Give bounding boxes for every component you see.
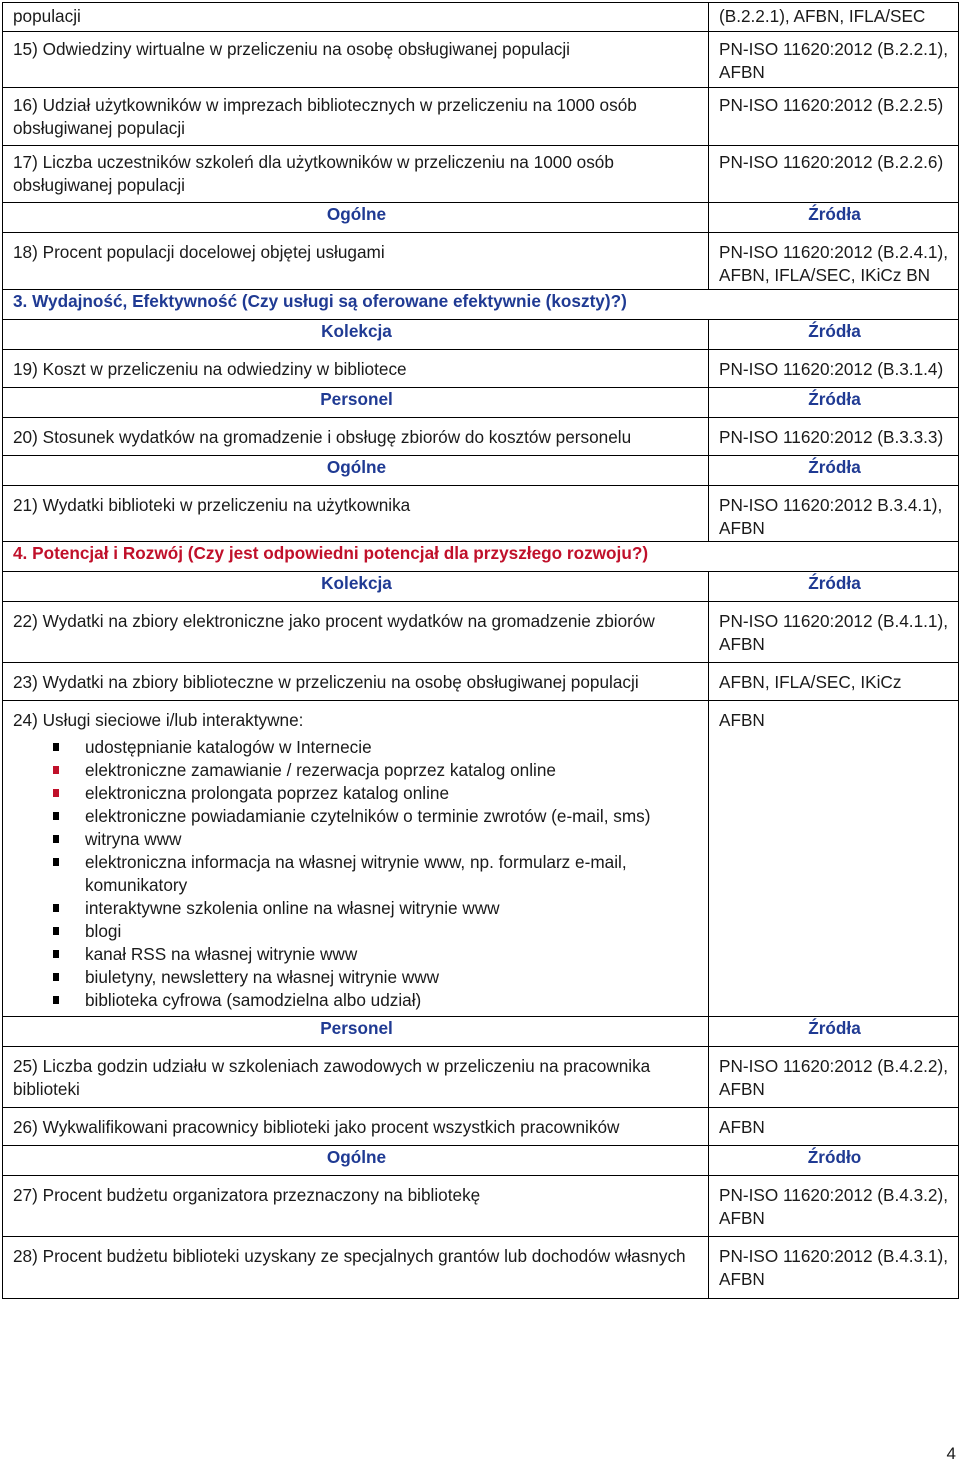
sources-header: Źródła <box>709 572 959 602</box>
table-row <box>3 1176 959 1237</box>
page-number: 4 <box>946 1444 956 1463</box>
source-text: PN-ISO 11620:2012 (B.2.2.5) <box>709 88 959 146</box>
list-item-text: biblioteka cyfrowa (samodzielna albo udział) <box>85 990 422 1010</box>
bullet-square-icon <box>53 950 59 958</box>
list-item <box>53 989 700 1012</box>
category-header: Personel <box>3 388 709 418</box>
list-item-text: blogi <box>85 921 122 941</box>
bullet-square-icon <box>53 766 59 774</box>
sources-header: Źródła <box>709 1017 959 1047</box>
sources-header: Źródła <box>709 456 959 486</box>
category-header-row <box>3 203 959 233</box>
section-row <box>3 542 959 572</box>
indicator-text: 27) Procent budżetu organizatora przeznaczony na bibliotekę <box>3 1176 709 1237</box>
category-header-row <box>3 572 959 602</box>
indicator-text: 21) Wydatki biblioteki w przeliczeniu na użytkownika <box>3 486 709 542</box>
category-header-row <box>3 388 959 418</box>
indicator-text: 16) Udział użytkowników w imprezach bibliotecznych w przeliczeniu na 1000 osób obsługiwanej populacji <box>3 88 709 146</box>
source-text: PN-ISO 11620:2012 (B.4.3.2), AFBN <box>709 1176 959 1237</box>
category-header-row <box>3 1017 959 1047</box>
table-row <box>3 418 959 456</box>
category-header: Kolekcja <box>3 320 709 350</box>
indicator-table <box>2 2 959 1299</box>
category-header: Kolekcja <box>3 572 709 602</box>
source-text: PN-ISO 11620:2012 (B.2.2.1), AFBN <box>709 32 959 88</box>
category-header-row <box>3 320 959 350</box>
source-text: AFBN <box>709 1108 959 1146</box>
category-header: Ogólne <box>3 1146 709 1176</box>
list-item <box>53 897 700 920</box>
list-item <box>53 966 700 989</box>
list-item-text: witryna www <box>85 829 182 849</box>
list-item-text: interaktywne szkolenia online na własnej witrynie www <box>85 898 500 918</box>
source-text: PN-ISO 11620:2012 (B.3.1.4) <box>709 350 959 388</box>
bullet-square-icon <box>53 996 59 1004</box>
source-text: PN-ISO 11620:2012 (B.2.2.6) <box>709 146 959 203</box>
table-row <box>3 602 959 663</box>
bullet-square-icon <box>53 927 59 935</box>
list-item-text: biuletyny, newslettery na własnej witrynie www <box>85 967 440 987</box>
table-row <box>3 32 959 88</box>
indicator-text: 15) Odwiedziny wirtualne w przeliczeniu na osobę obsługiwanej populacji <box>3 32 709 88</box>
category-header: Personel <box>3 1017 709 1047</box>
source-text: AFBN, IFLA/SEC, IKiCz <box>709 663 959 701</box>
source-text: PN-ISO 11620:2012 (B.3.3.3) <box>709 418 959 456</box>
section-heading: 3. Wydajność, Efektywność (Czy usługi są oferowane efektywnie (koszty)?) <box>3 290 959 320</box>
source-text: (B.2.2.1), AFBN, IFLA/SEC <box>709 3 959 32</box>
section-row <box>3 290 959 320</box>
indicator-text: populacji <box>3 3 709 32</box>
source-text: PN-ISO 11620:2012 (B.4.1.1), AFBN <box>709 602 959 663</box>
list-item <box>53 920 700 943</box>
list-item-text: elektroniczna prolongata poprzez katalog online <box>85 783 450 803</box>
service-list <box>13 736 700 1012</box>
sources-header: Źródła <box>709 388 959 418</box>
source-text: PN-ISO 11620:2012 B.3.4.1), AFBN <box>709 486 959 542</box>
list-item <box>53 805 700 828</box>
list-item-text: elektroniczne zamawianie / rezerwacja poprzez katalog online <box>85 760 556 780</box>
bullet-square-icon <box>53 973 59 981</box>
list-item <box>53 828 700 851</box>
indicator-text: 19) Koszt w przeliczeniu na odwiedziny w bibliotece <box>3 350 709 388</box>
table-row <box>3 146 959 203</box>
table-row <box>3 1108 959 1146</box>
table-row <box>3 663 959 701</box>
indicator-text: 28) Procent budżetu biblioteki uzyskany ze specjalnych grantów lub dochodów własnych <box>3 1237 709 1299</box>
table-row <box>3 88 959 146</box>
source-text: PN-ISO 11620:2012 (B.4.3.1), AFBN <box>709 1237 959 1299</box>
list-item-text: elektroniczna informacja na własnej witrynie www, np. formularz e-mail, komunikatory <box>85 852 627 895</box>
list-item <box>53 851 700 897</box>
list-item <box>53 782 700 805</box>
table-row <box>3 1237 959 1299</box>
category-header-row <box>3 1146 959 1176</box>
table-row <box>3 701 959 1017</box>
sources-header: Źródło <box>709 1146 959 1176</box>
category-header: Ogólne <box>3 456 709 486</box>
table-row <box>3 233 959 290</box>
indicator-text: 24) Usługi sieciowe i/lub interaktywne: <box>13 710 304 730</box>
list-item <box>53 759 700 782</box>
source-text: PN-ISO 11620:2012 (B.4.2.2), AFBN <box>709 1047 959 1108</box>
section-heading: 4. Potencjał i Rozwój (Czy jest odpowiedni potencjał dla przyszłego rozwoju?) <box>3 542 959 572</box>
sources-header: Źródła <box>709 203 959 233</box>
list-item-text: kanał RSS na własnej witrynie www <box>85 944 358 964</box>
bullet-square-icon <box>53 743 59 751</box>
category-header-row <box>3 456 959 486</box>
list-item-text: udostępnianie katalogów w Internecie <box>85 737 372 757</box>
bullet-square-icon <box>53 858 59 866</box>
bullet-square-icon <box>53 904 59 912</box>
indicator-text: 17) Liczba uczestników szkoleń dla użytkowników w przeliczeniu na 1000 osób obsługiwanej populacji <box>3 146 709 203</box>
source-text: PN-ISO 11620:2012 (B.2.4.1), AFBN, IFLA/SEC, IKiCz BN <box>709 233 959 290</box>
indicator-text: 22) Wydatki na zbiory elektroniczne jako procent wydatków na gromadzenie zbiorów <box>3 602 709 663</box>
table-row <box>3 3 959 32</box>
indicator-text: 18) Procent populacji docelowej objętej usługami <box>3 233 709 290</box>
table-row <box>3 486 959 542</box>
list-item <box>53 943 700 966</box>
indicator-cell <box>3 701 709 1017</box>
category-header: Ogólne <box>3 203 709 233</box>
indicator-text: 26) Wykwalifikowani pracownicy biblioteki jako procent wszystkich pracowników <box>3 1108 709 1146</box>
table-row <box>3 350 959 388</box>
indicator-text: 20) Stosunek wydatków na gromadzenie i obsługę zbiorów do kosztów personelu <box>3 418 709 456</box>
source-text: AFBN <box>709 701 959 1017</box>
list-item <box>53 736 700 759</box>
bullet-square-icon <box>53 835 59 843</box>
indicator-text: 23) Wydatki na zbiory biblioteczne w przeliczeniu na osobę obsługiwanej populacji <box>3 663 709 701</box>
sources-header: Źródła <box>709 320 959 350</box>
list-item-text: elektroniczne powiadamianie czytelników o terminie zwrotów (e-mail, sms) <box>85 806 651 826</box>
indicator-text: 25) Liczba godzin udziału w szkoleniach zawodowych w przeliczeniu na pracownika biblioteki <box>3 1047 709 1108</box>
bullet-square-icon <box>53 812 59 820</box>
table-row <box>3 1047 959 1108</box>
bullet-square-icon <box>53 789 59 797</box>
